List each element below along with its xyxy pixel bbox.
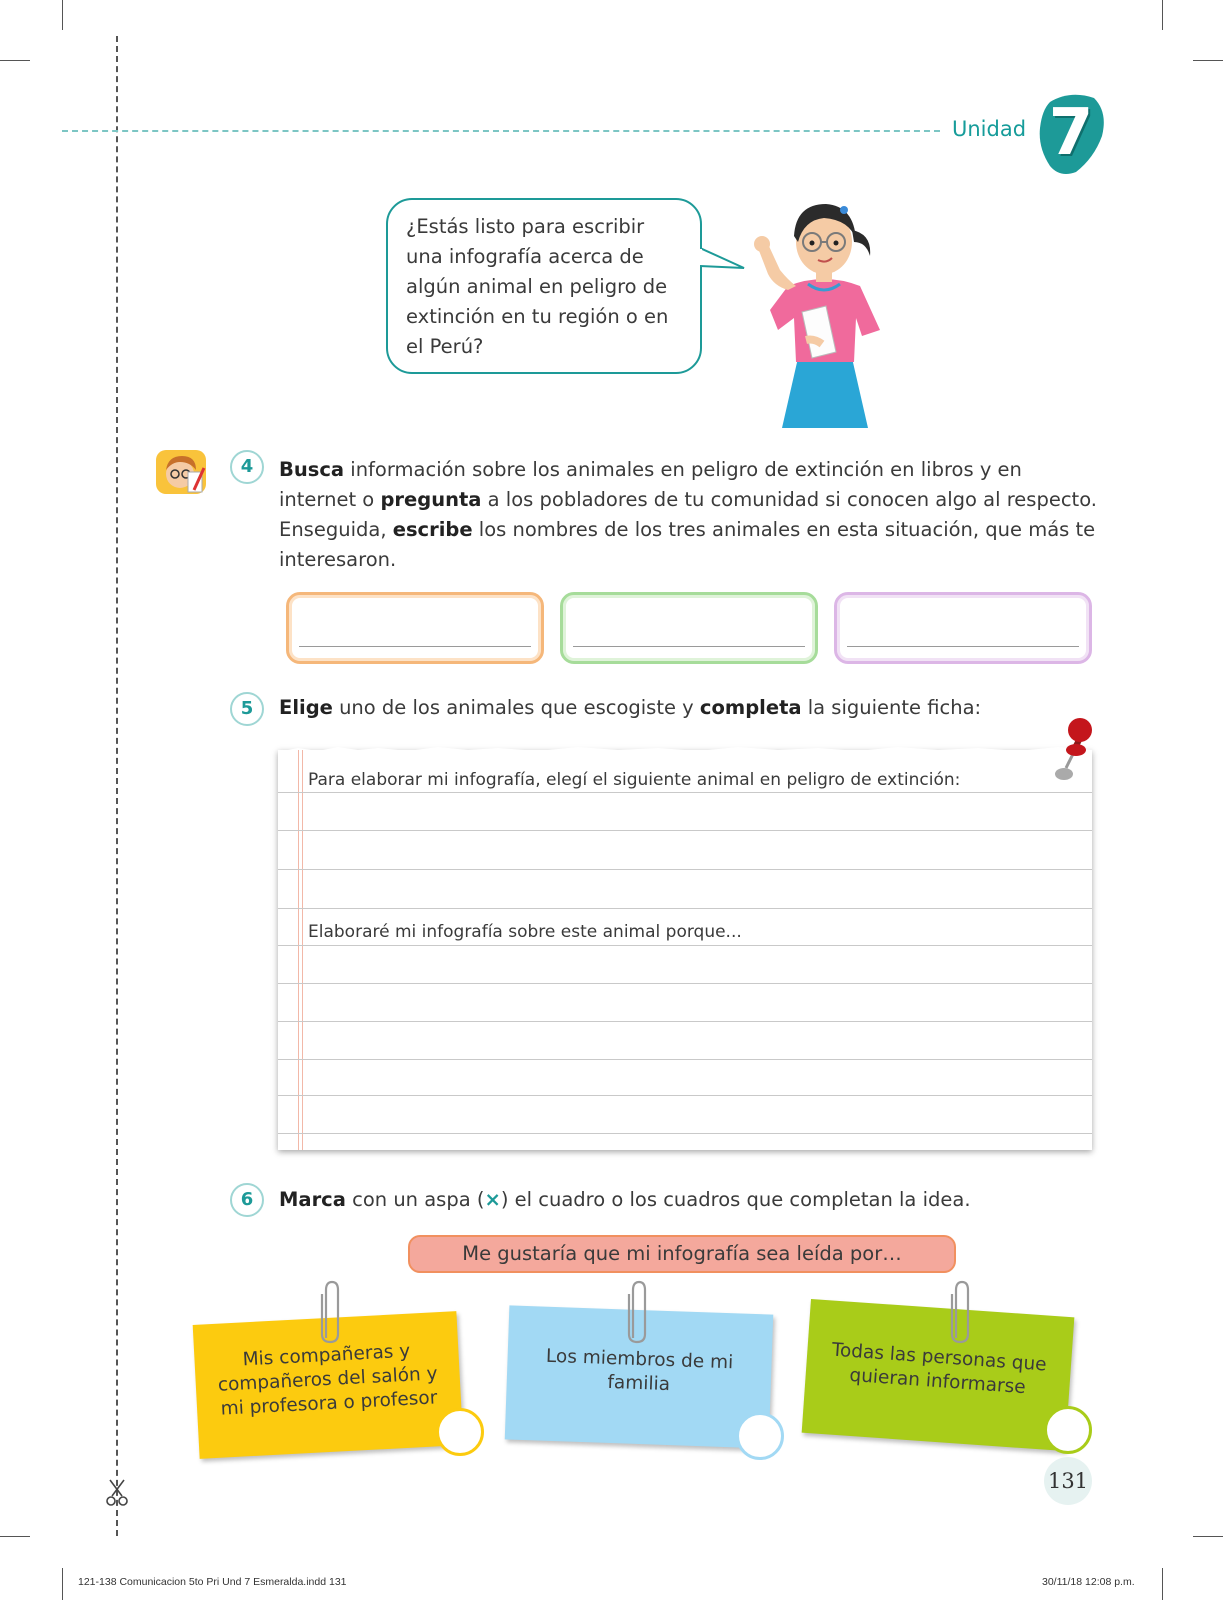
- activity-4-number: 4: [230, 450, 264, 484]
- paperclip-icon: [950, 1280, 970, 1346]
- activity-4-verb-busca: Busca: [279, 458, 345, 481]
- pushpin-icon: [1052, 716, 1098, 788]
- header-dashed-rule: [62, 130, 940, 132]
- activity-4-verb-escribe: escribe: [392, 518, 473, 541]
- sheet-rule: [278, 908, 1092, 909]
- sheet-rule: [278, 1133, 1092, 1134]
- activity-6-text: con un aspa (: [345, 1188, 485, 1211]
- animal-name-box-1[interactable]: [286, 592, 544, 664]
- speech-bubble: [386, 198, 702, 374]
- sheet-rule: [278, 1021, 1092, 1022]
- animal-name-box-2[interactable]: [560, 592, 818, 664]
- option-checkbox-family[interactable]: [736, 1412, 784, 1460]
- crop-mark: [62, 0, 63, 30]
- scissors-icon: [104, 1478, 130, 1508]
- unit-number: 7: [1048, 96, 1094, 170]
- crop-mark: [0, 1536, 30, 1537]
- activity-5-text: la siguiente ficha:: [801, 696, 982, 719]
- sheet-rule: [278, 1059, 1092, 1060]
- crop-mark: [0, 60, 30, 61]
- sheet-margin-line: [302, 750, 303, 1150]
- option-checkbox-everyone[interactable]: [1044, 1406, 1092, 1454]
- unit-badge: [1036, 92, 1106, 178]
- activity-5-number: 5: [230, 692, 264, 726]
- crop-mark: [1162, 1568, 1163, 1600]
- footer-date: 30/11/18 12:08 p.m.: [1042, 1576, 1135, 1588]
- activity-4-text: los nombres de los tres animales en esta situación, que más te interesaron.: [279, 518, 1096, 571]
- sheet-rule: [278, 945, 1092, 946]
- activity-5-text: uno de los animales que escogiste y: [332, 696, 700, 719]
- option-label: Los miembros de mi familia: [545, 1345, 734, 1396]
- crop-mark: [62, 1568, 63, 1600]
- x-mark-symbol: ×: [484, 1188, 501, 1211]
- torn-edge: [278, 742, 1092, 754]
- option-label: Mis compañeras y compañeros del salón y mi profesora o profesor: [217, 1340, 439, 1420]
- paperclip-icon: [627, 1280, 647, 1346]
- write-line: [573, 646, 805, 647]
- sheet-rule: [278, 830, 1092, 831]
- activity-5-verb-completa: completa: [699, 696, 802, 719]
- sheet-rule: [278, 1095, 1092, 1096]
- girl-illustration: [740, 190, 910, 430]
- writing-activity-icon: [156, 448, 210, 498]
- sheet-prompt-animal: Para elaborar mi infografía, elegí el siguiente animal en peligro de extinción:: [308, 770, 961, 790]
- crop-mark: [1193, 1536, 1223, 1537]
- footer-file-info: 121-138 Comunicacion 5to Pri Und 7 Esmeralda.indd 131: [78, 1576, 347, 1588]
- option-checkbox-classmates[interactable]: [436, 1408, 484, 1456]
- activity-6-text: ) el cuadro o los cuadros que completan la idea.: [500, 1188, 971, 1211]
- activity-6-instructions: [279, 1185, 1109, 1215]
- sheet-rule: [278, 869, 1092, 870]
- page-number: 131: [1044, 1457, 1092, 1505]
- activity-4-verb-pregunta: pregunta: [380, 488, 482, 511]
- write-line: [847, 646, 1079, 647]
- idea-prompt-pill: Me gustaría que mi infografía sea leída por…: [408, 1235, 956, 1273]
- sheet-margin-line: [298, 750, 299, 1150]
- unit-label: Unidad: [952, 117, 1027, 141]
- paperclip-icon: [320, 1280, 340, 1346]
- sheet-prompt-reason: Elaboraré mi infografía sobre este animal porque...: [308, 922, 742, 942]
- sheet-rule: [278, 792, 1092, 793]
- activity-5-verb-elige: Elige: [279, 696, 333, 719]
- speech-bubble-text: ¿Estás listo para escribir una infografía acerca de algún animal en peligro de extinción en tu región o en el Perú?: [406, 215, 669, 358]
- animal-name-box-3[interactable]: [834, 592, 1092, 664]
- option-label: Todas las personas que quieran informarse: [831, 1339, 1048, 1399]
- sheet-rule: [278, 983, 1092, 984]
- notebook-sheet: [278, 750, 1092, 1150]
- activity-4-text: información sobre los animales en peligro de extinción en libros y en internet o: [279, 458, 1022, 511]
- option-card-everyone: [802, 1299, 1075, 1451]
- activity-6-number: 6: [230, 1183, 264, 1217]
- activity-4-text: a los pobladores de tu comunidad si conocen algo al respecto. Enseguida,: [279, 488, 1097, 541]
- cut-line: [116, 36, 118, 1536]
- crop-mark: [1162, 0, 1163, 30]
- crop-mark: [1193, 60, 1223, 61]
- write-line: [299, 646, 531, 647]
- activity-6-verb-marca: Marca: [279, 1188, 346, 1211]
- activity-4-instructions: [279, 455, 1099, 575]
- activity-5-instructions: [279, 693, 1099, 723]
